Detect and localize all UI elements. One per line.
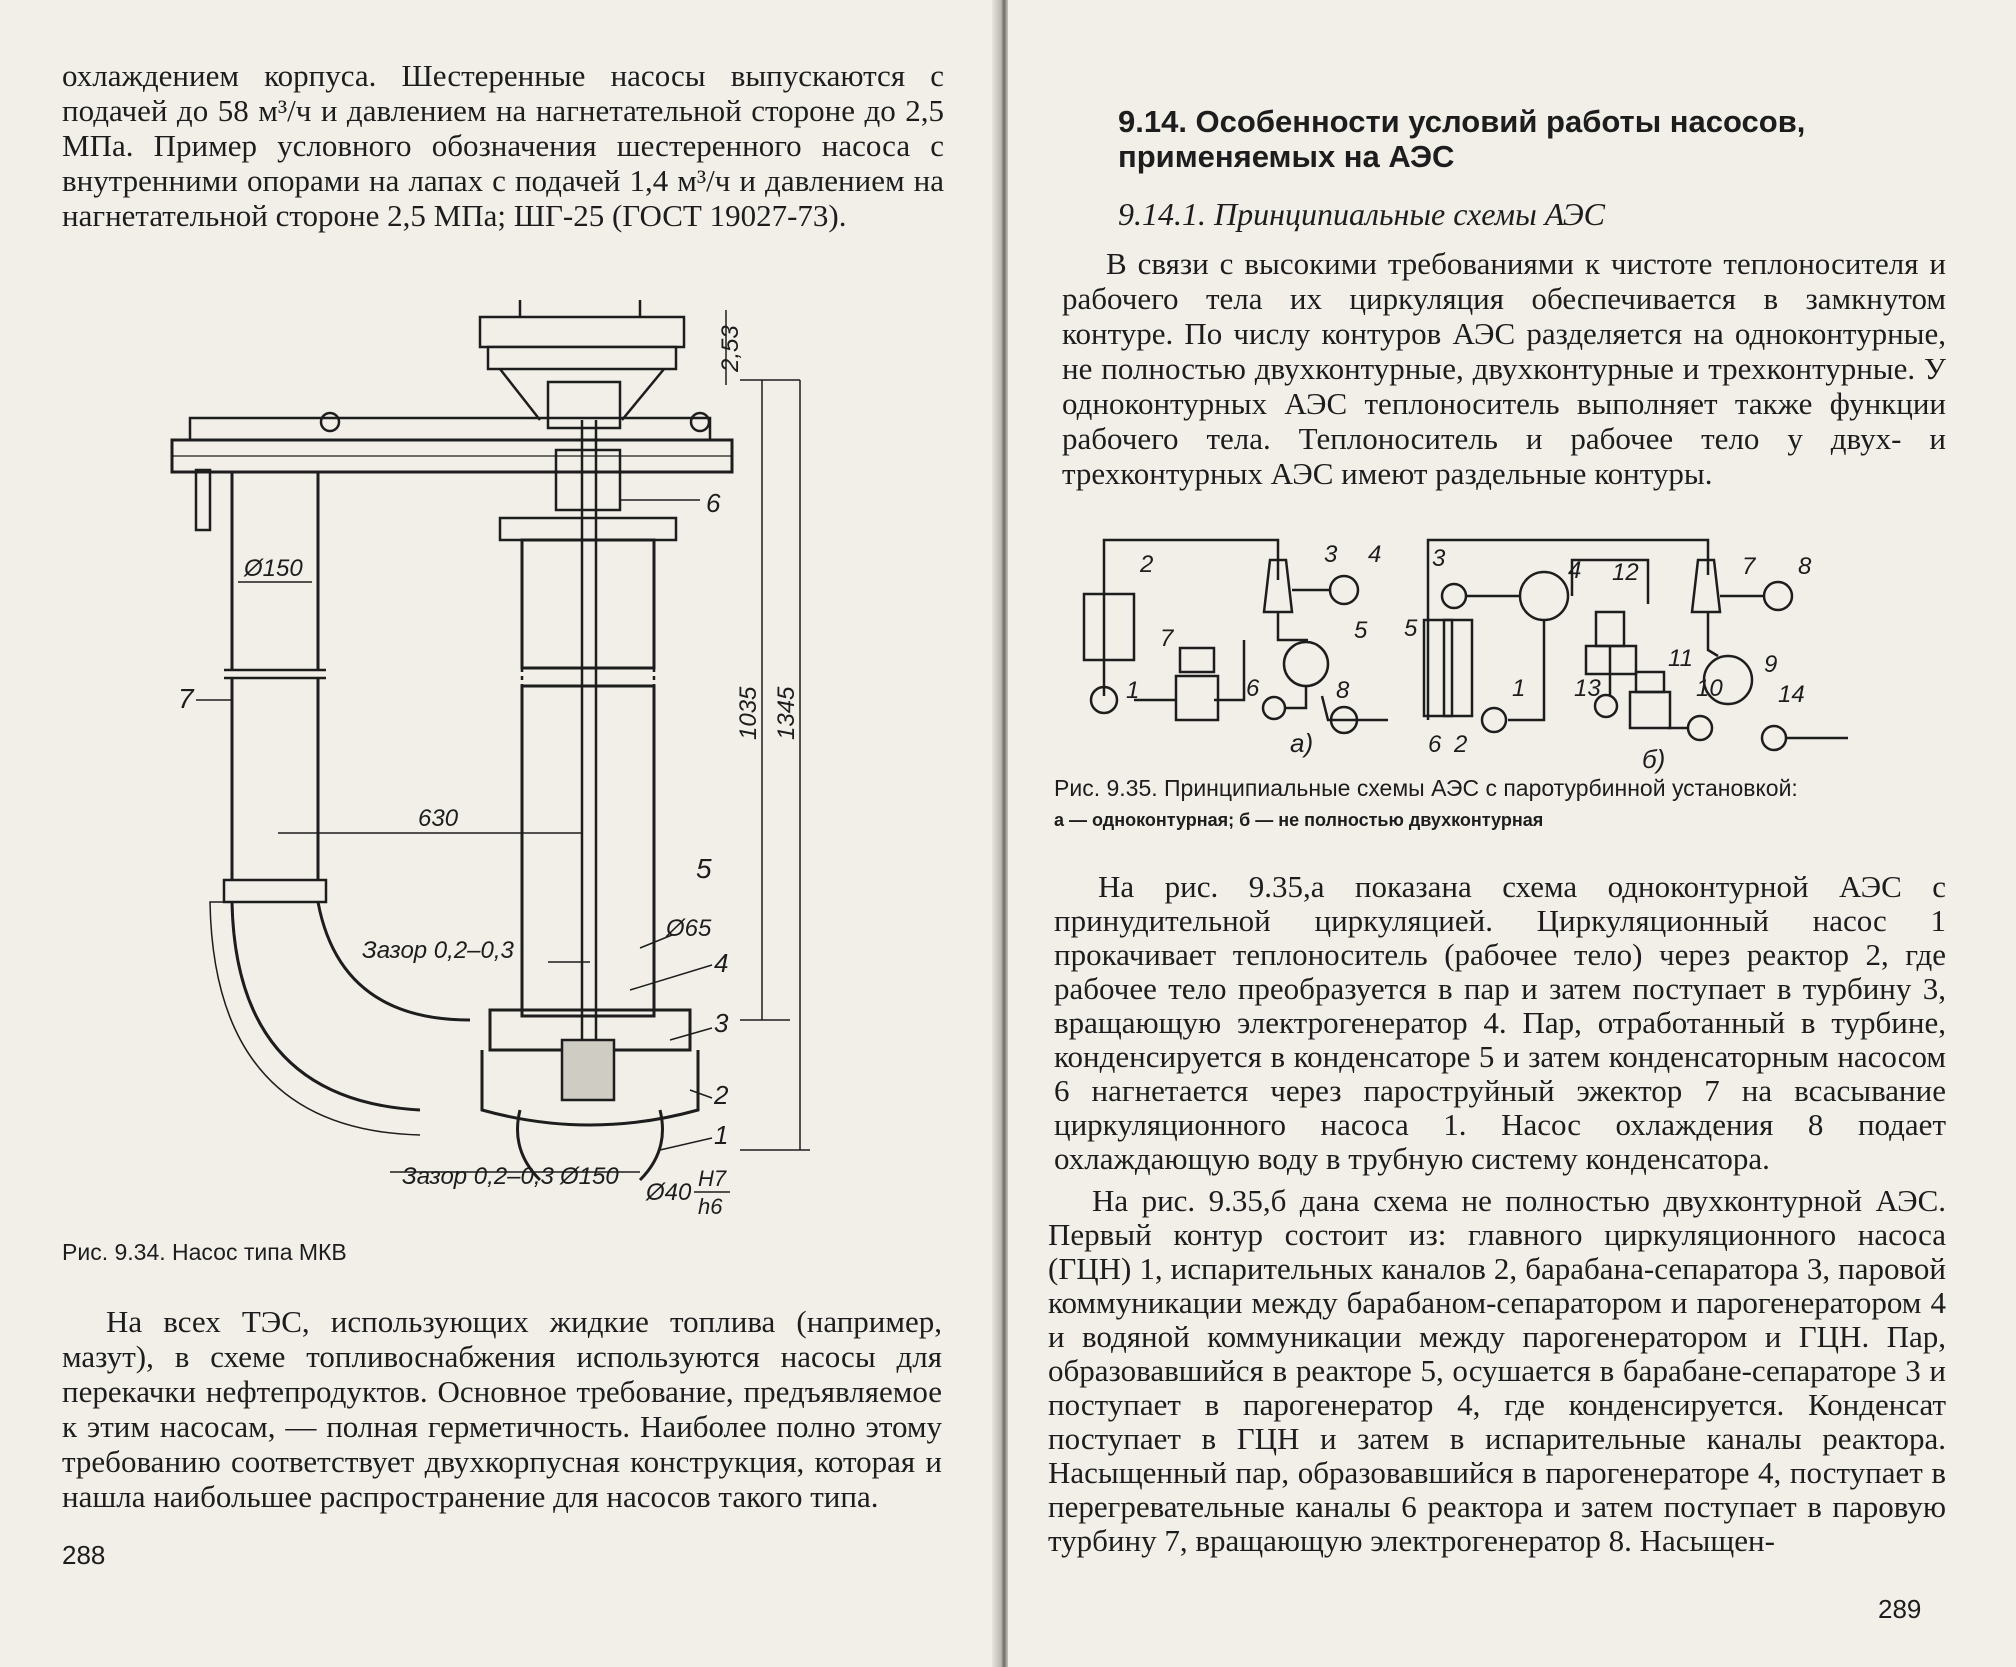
scheme-b-label-13: 13 (1574, 675, 1601, 702)
scheme-b-label-6: 6 (1428, 731, 1442, 758)
part-label-5: 5 (696, 853, 712, 884)
figure-9-35-caption-body: а — одноконтурная; б — не полностью двухконтурная (1054, 810, 1544, 830)
part-label-3: 3 (714, 1008, 729, 1038)
part-label-6: 6 (706, 488, 721, 518)
left-paragraph-1: охлаждением корпуса. Шестеренные насосы выпускаются с подачей до 58 м³/ч и давлением на нагнетательной стороне до 2,5 МПа. Пример условного обозначения шестеренного насоса с внутренними опорами на лапах с подачей 1,4 м³/ч и давлением на нагнетательной стороне 2,5 МПа; ШГ-25 (ГОСТ 19027-73). (62, 58, 944, 233)
gap-label-upper: Зазор 0,2–0,3 (362, 937, 514, 964)
scheme-b-label-2: 2 (1454, 731, 1468, 758)
scheme-a-label-8: 8 (1336, 677, 1350, 704)
section-heading: 9.14. Особенности условий работы насосов, применяемых на АЭС (1118, 104, 1806, 174)
dim-label-253: 2,53 (717, 325, 744, 372)
scheme-b (1404, 540, 1848, 774)
diameter-label-150-top: Ø150 (244, 555, 303, 582)
right-paragraph-1: В связи с высокими требованиями к чистоте теплоносителя и рабочего тела их циркуляция обеспечивается в замкнутом контуре. По числу контуров АЭС разделяется на одноконтурные, не полностью двухконтурные, двухконтурные и трехконтурные. У одноконтурных АЭС теплоноситель выполняет также функции рабочего тела. Теплоноситель и рабочее тело у двух- и трехконтурных АЭС имеют раздельные контуры. (1062, 246, 1946, 491)
right-page (1008, 0, 2016, 1667)
scheme-a-tag: а) (1290, 728, 1314, 758)
scheme-b-label-7: 7 (1742, 553, 1756, 580)
right-paragraph-2: На рис. 9.35,а показана схема одноконтурной АЭС с принудительной циркуляцией. Циркуляционный насос 1 прокачивает теплоноситель (рабочее тело) через реактор 2, где рабочее тело преобразуется в пар и затем поступает в турбину 3, вращающую электрогенератор 4. Пар, отработанный в турбине, конденсируется в конденсаторе 5 и затем конденсаторным насосом 6 нагнетается через пароструйный эжектор 7 на всасывание циркуляционного насоса 1. Насос охлаждения 8 подает охлаждающую воду в трубную систему конденсатора. (1054, 869, 1946, 1176)
scheme-b-label-8: 8 (1798, 553, 1812, 580)
scheme-a-label-6: 6 (1246, 675, 1260, 702)
part-label-4: 4 (714, 948, 729, 978)
scheme-a-label-2: 2 (1140, 551, 1154, 578)
scheme-a-label-3: 3 (1324, 541, 1338, 568)
part-label-2: 2 (714, 1080, 729, 1110)
scheme-b-label-10: 10 (1696, 675, 1723, 702)
page-number-right: 289 (1878, 1594, 1922, 1624)
scheme-b-label-9: 9 (1764, 651, 1778, 678)
scheme-b-label-12: 12 (1612, 559, 1639, 586)
scheme-b-label-3: 3 (1432, 545, 1446, 572)
scheme-b-label-5: 5 (1404, 615, 1418, 642)
part-label-1: 1 (714, 1120, 729, 1150)
scheme-b-label-1: 1 (1512, 675, 1526, 702)
scheme-a (1084, 540, 1388, 758)
dim-label-1035: 1035 (735, 686, 762, 740)
scheme-a-label-7: 7 (1160, 625, 1174, 652)
left-paragraph-2: На всех ТЭС, использующих жидкие топлива (например, мазут), в схеме топливоснабжения используются насосы для перекачки нефтепродуктов. Основное требование, предъявляемое к этим насосам, — полная герметичность. Наиболее полно этому требованию соответствует двухкорпусная конструкция, которая и нашла наибольшее распространение для насосов такого типа. (62, 1304, 942, 1514)
gap-label-lower: Зазор 0,2–0,3 (402, 1163, 554, 1190)
scheme-b-label-4: 4 (1568, 557, 1582, 584)
figure-9-35-caption-title: Рис. 9.35. Принципиальные схемы АЭС с паротурбинной установкой: (1054, 775, 1798, 801)
part-label-7: 7 (178, 683, 194, 714)
scheme-a-label-4: 4 (1368, 541, 1382, 568)
diameter-label-150-bottom: Ø150 (560, 1163, 619, 1190)
scheme-b-label-11: 11 (1668, 645, 1693, 672)
right-paragraph-3: На рис. 9.35,б дана схема не полностью двухконтурной АЭС. Первый контур состоит из: главного циркуляционного насоса (ГЦН) 1, испарительных каналов 2, барабана-сепаратора 3, паровой коммуникации между барабаном-сепаратором и парогенератором 4 и водяной коммуникации между парогенератором и ГЦН. Пар, образовавшийся в реакторе 5, осушается в барабане-сепараторе 3 и поступает в парогенератор 4, где конденсируется. Конденсат поступает в ГЦН и затем в испарительные каналы реактора. Насыщенный пар, образовавшийся в парогенераторе 4, поступает в перегревательные каналы 6 реактора и затем поступает в паровую турбину 7, вращающую электрогенератор 8. Насыщен- (1048, 1183, 1946, 1558)
diameter-label-65: Ø65 (666, 915, 712, 942)
fit-label-top: H7 (698, 1166, 727, 1191)
subsection-heading: 9.14.1. Принципиальные схемы АЭС (1118, 196, 1605, 232)
diameter-label-40: Ø40 (646, 1179, 692, 1206)
left-page (0, 0, 998, 1667)
dim-label-630: 630 (418, 805, 459, 832)
page-number-left: 288 (62, 1540, 106, 1570)
scheme-a-label-5: 5 (1354, 617, 1368, 644)
scheme-b-label-14: 14 (1778, 681, 1805, 708)
scheme-a-label-1: 1 (1126, 677, 1140, 704)
figure-9-34-caption: Рис. 9.34. Насос типа МКВ (62, 1239, 347, 1265)
scheme-b-tag: б) (1642, 744, 1666, 774)
fit-label-bottom: h6 (698, 1194, 723, 1219)
dim-label-1345: 1345 (773, 686, 800, 740)
